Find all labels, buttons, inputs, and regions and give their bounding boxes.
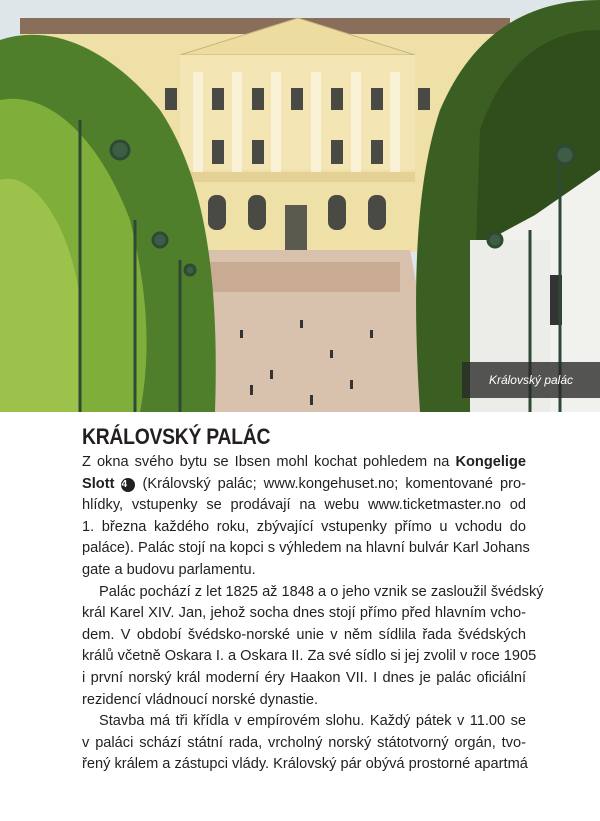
paragraph-3	[82, 711, 526, 776]
paragraph-2	[82, 582, 544, 712]
article	[82, 424, 544, 776]
text-line: král Karel XIV. Jan, jehož socha dnes stojí přímo před hlavním vcho-	[82, 605, 526, 622]
text-line: paláce). Palác stojí na kopci s výhledem na hlavní bulvár Karl Johans	[82, 540, 530, 557]
map-marker-badge: 4	[121, 478, 135, 492]
text-line	[82, 474, 526, 496]
place-name: Kongelige	[455, 454, 526, 470]
text-line: dem. V období švédsko-norské unie v něm sídlila řada švédských	[82, 626, 526, 643]
text-line: 1. března každého roku, zbývající vstupenky přímo u vchodu do	[82, 518, 526, 535]
text-line: Stavba má tři křídla v empírovém slohu. Každý pátek v 11.00 se	[99, 713, 526, 730]
text-line: králů včetně Oskara I. a Oskara II. Za své sídlo si jej zvolil v roce 1905	[82, 648, 537, 665]
paragraph-1	[82, 452, 530, 582]
text-line: i první norský král moderní éry Haakon VII. I dnes je palác oficiální	[82, 669, 526, 686]
text-line: Palác pochází z let 1825 až 1848 a o jeho vznik se zasloužil švédský	[99, 583, 544, 600]
text-line: hlídky, vstupenky se prodávají na webu www.ticketmaster.no od	[82, 497, 526, 514]
photo-caption: Královský palác	[462, 362, 600, 398]
place-name: Slott	[82, 475, 115, 492]
article-title: KRÁLOVSKÝ PALÁC	[82, 424, 271, 449]
text-line: řený králem a zástupci vlády. Královský pár obývá prostorné apartmá	[82, 756, 528, 773]
text-line: gate a budovu parlamentu.	[82, 561, 256, 578]
text: Z okna svého bytu se Ibsen mohl kochat pohledem na	[82, 454, 456, 470]
text-line: v paláci schází státní rada, vrcholný norský státotvorný orgán, tvo-	[82, 734, 526, 751]
text-line: rezidencí vládnoucí norské dynastie.	[82, 691, 319, 708]
text: (Královský palác; www.kongehuset.no; komentované pro-	[135, 475, 526, 492]
text-line	[82, 452, 526, 474]
